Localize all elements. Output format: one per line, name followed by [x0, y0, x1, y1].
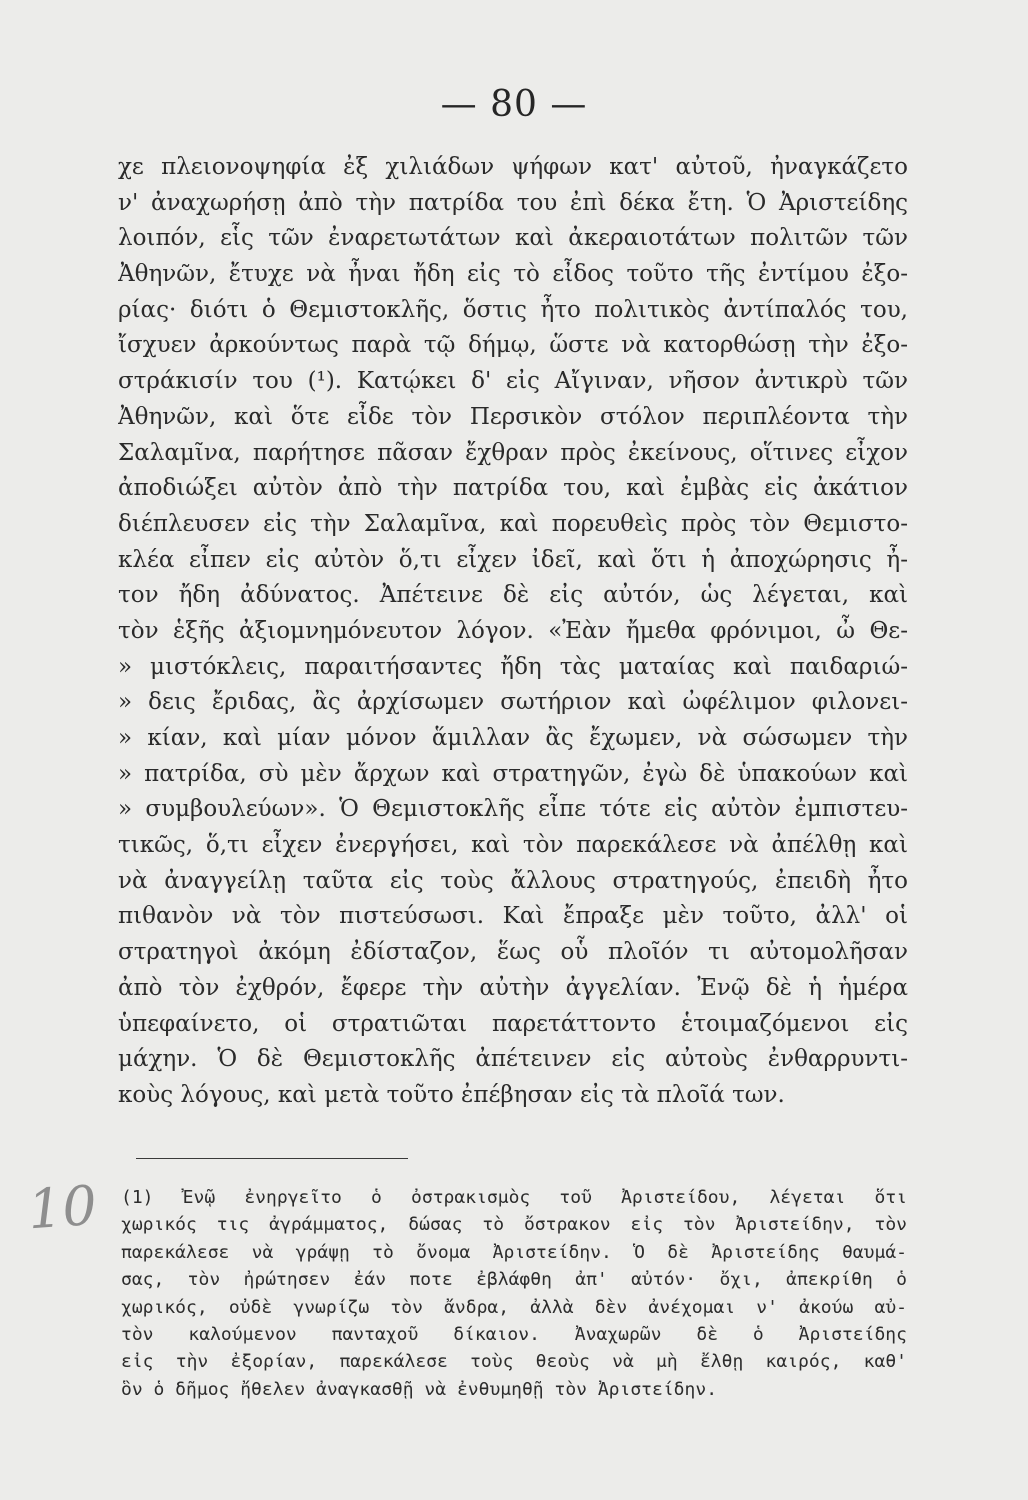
text-line: χε πλειονοψηφία ἐξ χιλιάδων ψήφων κατ' αὐτοῦ, ἠναγκάζετο [118, 154, 908, 180]
text-line: τικῶς, ὅ,τι εἶχεν ἐνεργήσει, καὶ τὸν παρεκάλεσε νὰ ἀπέλθῃ καὶ [118, 832, 908, 859]
text-line: » συμβουλεύων». Ὁ Θεμιστοκλῆς εἶπε τότε εἰς αὐτὸν ἐμπιστευ- [118, 796, 908, 823]
footnote-line: ὃν ὁ δῆμος ἤθελεν ἀναγκασθῇ νὰ ἐνθυμηθῇ τὸν Ἀριστείδην. [121, 1378, 718, 1400]
footnote-line: τὸν καλούμενον πανταχοῦ δίκαιον. Ἀναχωρῶν δὲ ὁ Ἀριστείδης [121, 1323, 907, 1345]
main-text-block [118, 150, 908, 1114]
text-line: ρίας· διότι ὁ Θεμιστοκλῆς, ὅστις ἦτο πολιτικὸς ἀντίπαλός του, [118, 296, 908, 323]
text-line: κοὺς λόγους, καὶ μετὰ τοῦτο ἐπέβησαν εἰς τὰ πλοῖά των. [118, 1081, 785, 1108]
text-line: » δεις ἔριδας, ἂς ἀρχίσωμεν σωτήριον καὶ ὠφέλιμον φιλονει- [118, 689, 908, 716]
text-line: Ἀθηνῶν, καὶ ὅτε εἶδε τὸν Περσικὸν στόλον περιπλέοντα τὴν [118, 403, 908, 430]
footnote-block [121, 1184, 907, 1403]
text-line: τον ἤδη ἀδύνατος. Ἀπέτεινε δὲ εἰς αὐτόν, ὡς λέγεται, καὶ [118, 582, 908, 609]
text-line: τὸν ἑξῆς ἀξιομνημόνευτον λόγον. «Ἐὰν ἤμεθα φρόνιμοι, ὦ Θε- [118, 617, 908, 644]
text-line: στρατηγοὶ ἀκόμη ἐδίσταζον, ἕως οὗ πλοῖόν τι αὐτομολῆσαν [118, 939, 908, 966]
text-line: κλέα εἶπεν εἰς αὐτὸν ὅ,τι εἶχεν ἰδεῖ, καὶ ὅτι ἡ ἀποχώρησις ἦ- [118, 546, 908, 573]
text-line: » μιστόκλεις, παραιτήσαντες ἤδη τὰς ματαίας καὶ παιδαριώ- [118, 653, 908, 680]
footnote-line: σας, τὸν ἠρώτησεν ἐάν ποτε ἐβλάφθη ἀπ' αὐτόν· ὄχι, ἀπεκρίθη ὁ [121, 1269, 907, 1291]
text-line: ἀποδιώξει αὐτὸν ἀπὸ τὴν πατρίδα του, καὶ ἐμβὰς εἰς ἀκάτιον [118, 475, 908, 502]
text-line: στράκισίν του (¹). Κατῴκει δ' εἰς Αἴγιναν, νῆσον ἀντικρὺ τῶν [118, 368, 908, 395]
text-line: ὑπεφαίνετο, οἱ στρατιῶται παρετάττοντο ἑτοιμαζόμενοι εἰς [118, 1010, 908, 1037]
text-line: Σαλαμῖνα, παρήτησε πᾶσαν ἔχθραν πρὸς ἐκείνους, οἵτινες εἶχον [118, 439, 908, 466]
page-number: — 80 — [440, 84, 588, 125]
text-line: μάχην. Ὁ δὲ Θεμιστοκλῆς ἀπέτεινεν εἰς αὐτοὺς ἐνθαρρυντι- [118, 1046, 908, 1073]
text-line: ν' ἀναχωρήσῃ ἀπὸ τὴν πατρίδα του ἐπὶ δέκα ἔτη. Ὁ Ἀριστείδης [118, 189, 908, 216]
text-line: διέπλευσεν εἰς τὴν Σαλαμῖνα, καὶ πορευθεὶς πρὸς τὸν Θεμιστο- [118, 510, 908, 537]
text-line: Ἀθηνῶν, ἔτυχε νὰ ἦναι ἤδη εἰς τὸ εἶδος τοῦτο τῆς ἐντίμου ἐξο- [118, 261, 908, 288]
footnote-line: χωρικός, οὐδὲ γνωρίζω τὸν ἄνδρα, ἀλλὰ δὲν ἀνέχομαι ν' ἀκούω αὐ- [121, 1296, 907, 1318]
text-line: » κίαν, καὶ μίαν μόνον ἅμιλλαν ἂς ἔχωμεν, νὰ σώσωμεν τὴν [118, 725, 908, 751]
footnote-line: εἰς τὴν ἐξορίαν, παρεκάλεσε τοὺς θεοὺς νὰ μὴ ἔλθῃ καιρός, καθ' [121, 1351, 907, 1373]
text-line: πιθανὸν νὰ τὸν πιστεύσωσι. Καὶ ἔπραξε μὲν τοῦτο, ἀλλ' οἱ [118, 903, 908, 930]
text-line: » πατρίδα, σὺ μὲν ἄρχων καὶ στρατηγῶν, ἐγὼ δὲ ὑπακούων καὶ [118, 760, 908, 787]
text-line: ἀπὸ τὸν ἐχθρόν, ἔφερε τὴν αὐτὴν ἀγγελίαν. Ἐνῷ δὲ ἡ ἡμέρα [118, 974, 908, 1001]
handwritten-margin-note: 10 [25, 1173, 99, 1242]
text-line: ἴσχυεν ἀρκούντως παρὰ τῷ δήμῳ, ὥστε νὰ κατορθώσῃ τὴν ἐξο- [118, 332, 908, 359]
text-line: λοιπόν, εἷς τῶν ἐναρετωτάτων καὶ ἀκεραιοτάτων πολιτῶν τῶν [118, 225, 908, 252]
footnote-divider [136, 1158, 408, 1159]
footnote-line: παρεκάλεσε νὰ γράψῃ τὸ ὄνομα Ἀριστείδην. Ὁ δὲ Ἀριστείδης θαυμά- [121, 1241, 907, 1263]
text-line: νὰ ἀναγγείλῃ ταῦτα εἰς τοὺς ἄλλους στρατηγούς, ἐπειδὴ ἦτο [118, 867, 908, 894]
footnote-line: (1) Ἐνῷ ἐνηργεῖτο ὁ ὀστρακισμὸς τοῦ Ἀριστείδου, λέγεται ὅτι [121, 1187, 907, 1208]
footnote-line: χωρικός τις ἀγράμματος, δώσας τὸ ὄστρακον εἰς τὸν Ἀριστείδην, τὸν [121, 1214, 907, 1236]
